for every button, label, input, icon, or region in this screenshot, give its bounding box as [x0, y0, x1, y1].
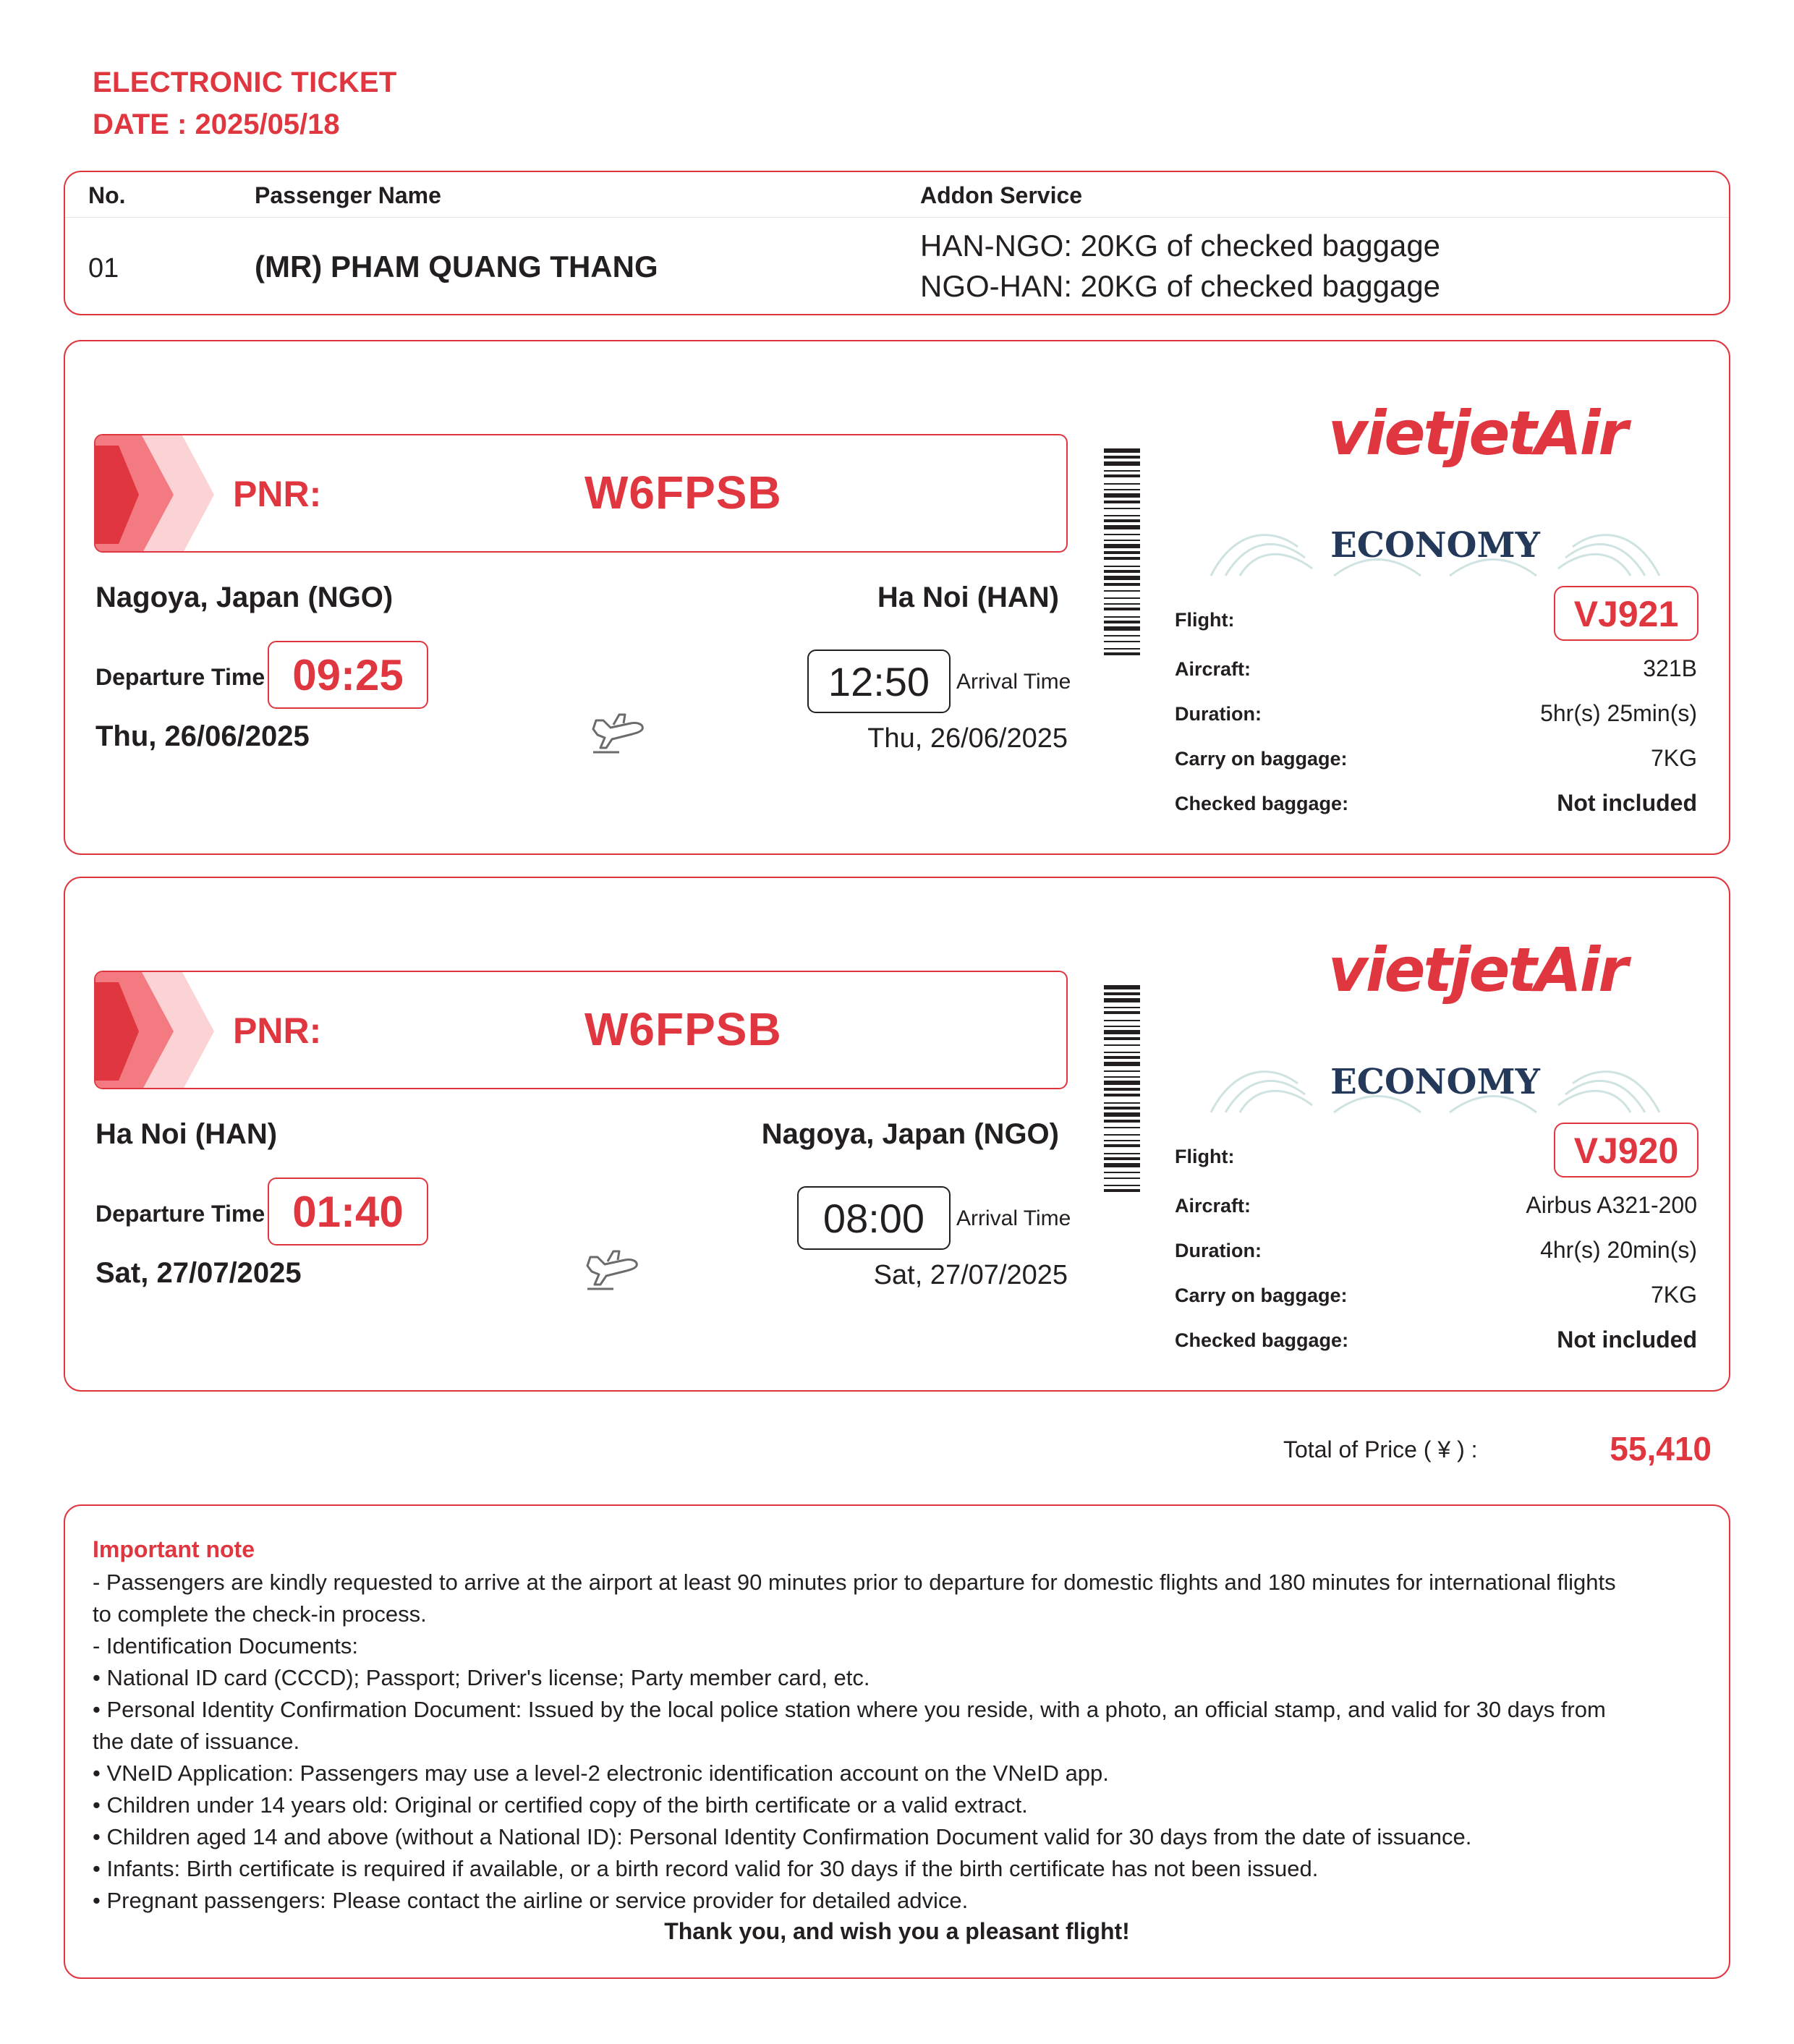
pnr-banner: [94, 971, 1068, 1089]
total-price-value: 55,410: [1610, 1430, 1712, 1468]
note-line: • Infants: Birth certificate is required if available, or a birth record valid for 30 days if the birth certificate has not been issued.: [93, 1856, 1319, 1881]
addon-service-1: HAN-NGO: 20KG of checked baggage: [920, 229, 1441, 263]
flight-label: Flight:: [1175, 609, 1235, 631]
duration-value: 4hr(s) 20min(s): [1540, 1237, 1697, 1263]
barcode-icon: [1104, 985, 1140, 1279]
aircraft-label: Aircraft:: [1175, 1195, 1251, 1217]
carry-on-baggage-label: Carry on baggage:: [1175, 748, 1348, 770]
destination-city: Ha Noi (HAN): [877, 582, 1059, 613]
airplane-icon: [584, 1245, 641, 1290]
departure-time-label: Departure Time: [95, 1201, 265, 1227]
note-line: to complete the check-in process.: [93, 1601, 427, 1627]
note-line: • Children aged 14 and above (without a National ID): Personal Identity Confirmation Document valid for 30 days from the date of issuance.: [93, 1824, 1472, 1849]
pnr-code: W6FPSB: [584, 467, 782, 519]
cabin-class: ECONOMY: [1330, 1062, 1540, 1102]
note-line: • Children under 14 years old: Original or certified copy of the birth certificate or a valid extract.: [93, 1792, 1028, 1818]
note-line: - Identification Documents:: [93, 1633, 359, 1658]
checked-baggage-value: Not included: [1557, 1327, 1697, 1353]
flight-number: VJ921: [1554, 586, 1699, 641]
ticket-date: DATE : 2025/05/18: [93, 108, 340, 140]
arrival-time-label: Arrival Time: [956, 670, 1071, 694]
destination-city: Nagoya, Japan (NGO): [761, 1118, 1059, 1150]
note-line: • Personal Identity Confirmation Document: Issued by the local police station where you reside, with a photo, an official stamp, and valid for 30 days from: [93, 1697, 1606, 1722]
arrival-time: 12:50: [807, 650, 951, 713]
passenger-number: 01: [88, 253, 119, 284]
carry-on-baggage-value: 7KG: [1650, 745, 1697, 771]
note-line: • Pregnant passengers: Please contact the airline or service provider for detailed advice.: [93, 1888, 969, 1913]
important-note-title: Important note: [93, 1536, 255, 1562]
departure-time: 01:40: [268, 1178, 428, 1245]
pnr-label: PNR:: [233, 474, 322, 514]
duration-label: Duration:: [1175, 1240, 1262, 1261]
chevron-arrow-icon: [95, 972, 218, 1089]
note-line: • VNeID Application: Passengers may use a level-2 electronic identification account on the VNeID app.: [93, 1760, 1109, 1786]
departure-date: Thu, 26/06/2025: [95, 720, 310, 752]
ticket-title: ELECTRONIC TICKET: [93, 67, 397, 98]
passenger-name: (MR) PHAM QUANG THANG: [255, 250, 658, 284]
thank-you-message: Thank you, and wish you a pleasant flight!: [664, 1918, 1130, 1944]
table-divider: [65, 217, 1729, 218]
vietjet-air-logo: vietjetAir: [1328, 398, 1626, 469]
arrival-date: Thu, 26/06/2025: [867, 723, 1068, 754]
origin-city: Ha Noi (HAN): [95, 1118, 278, 1150]
addon-service-2: NGO-HAN: 20KG of checked baggage: [920, 269, 1441, 303]
origin-city: Nagoya, Japan (NGO): [95, 582, 394, 613]
col-header-no: No.: [88, 182, 126, 208]
airplane-icon: [590, 709, 647, 754]
arrival-time-label: Arrival Time: [956, 1206, 1071, 1230]
pnr-code: W6FPSB: [584, 1003, 782, 1055]
checked-baggage-value: Not included: [1557, 790, 1697, 816]
duration-value: 5hr(s) 25min(s): [1540, 700, 1697, 726]
carry-on-baggage-value: 7KG: [1650, 1282, 1697, 1308]
duration-label: Duration:: [1175, 703, 1262, 725]
flight-number: VJ920: [1554, 1123, 1699, 1178]
col-header-addon-service: Addon Service: [920, 182, 1083, 208]
arrival-date: Sat, 27/07/2025: [873, 1260, 1068, 1290]
arrival-time: 08:00: [797, 1186, 951, 1250]
flight-label: Flight:: [1175, 1146, 1235, 1167]
departure-time: 09:25: [268, 641, 428, 709]
note-line: the date of issuance.: [93, 1729, 300, 1754]
cabin-class: ECONOMY: [1330, 525, 1540, 566]
pnr-banner: [94, 434, 1068, 553]
aircraft-value: Airbus A321-200: [1526, 1192, 1697, 1218]
note-line: - Passengers are kindly requested to arrive at the airport at least 90 minutes prior to departure for domestic flights and 180 minutes for international flights: [93, 1570, 1616, 1595]
total-price-label: Total of Price ( ¥ ) :: [1283, 1436, 1478, 1462]
chevron-arrow-icon: [95, 435, 218, 553]
barcode-icon: [1104, 448, 1140, 742]
aircraft-label: Aircraft:: [1175, 658, 1251, 680]
checked-baggage-label: Checked baggage:: [1175, 793, 1349, 814]
departure-date: Sat, 27/07/2025: [95, 1257, 302, 1289]
pnr-label: PNR:: [233, 1010, 322, 1051]
note-line: • National ID card (CCCD); Passport; Driver's license; Party member card, etc.: [93, 1665, 870, 1690]
col-header-passenger-name: Passenger Name: [255, 182, 441, 208]
carry-on-baggage-label: Carry on baggage:: [1175, 1285, 1348, 1306]
aircraft-value: 321B: [1643, 655, 1697, 681]
vietjet-air-logo: vietjetAir: [1328, 934, 1626, 1005]
checked-baggage-label: Checked baggage:: [1175, 1329, 1349, 1351]
departure-time-label: Departure Time: [95, 664, 265, 690]
